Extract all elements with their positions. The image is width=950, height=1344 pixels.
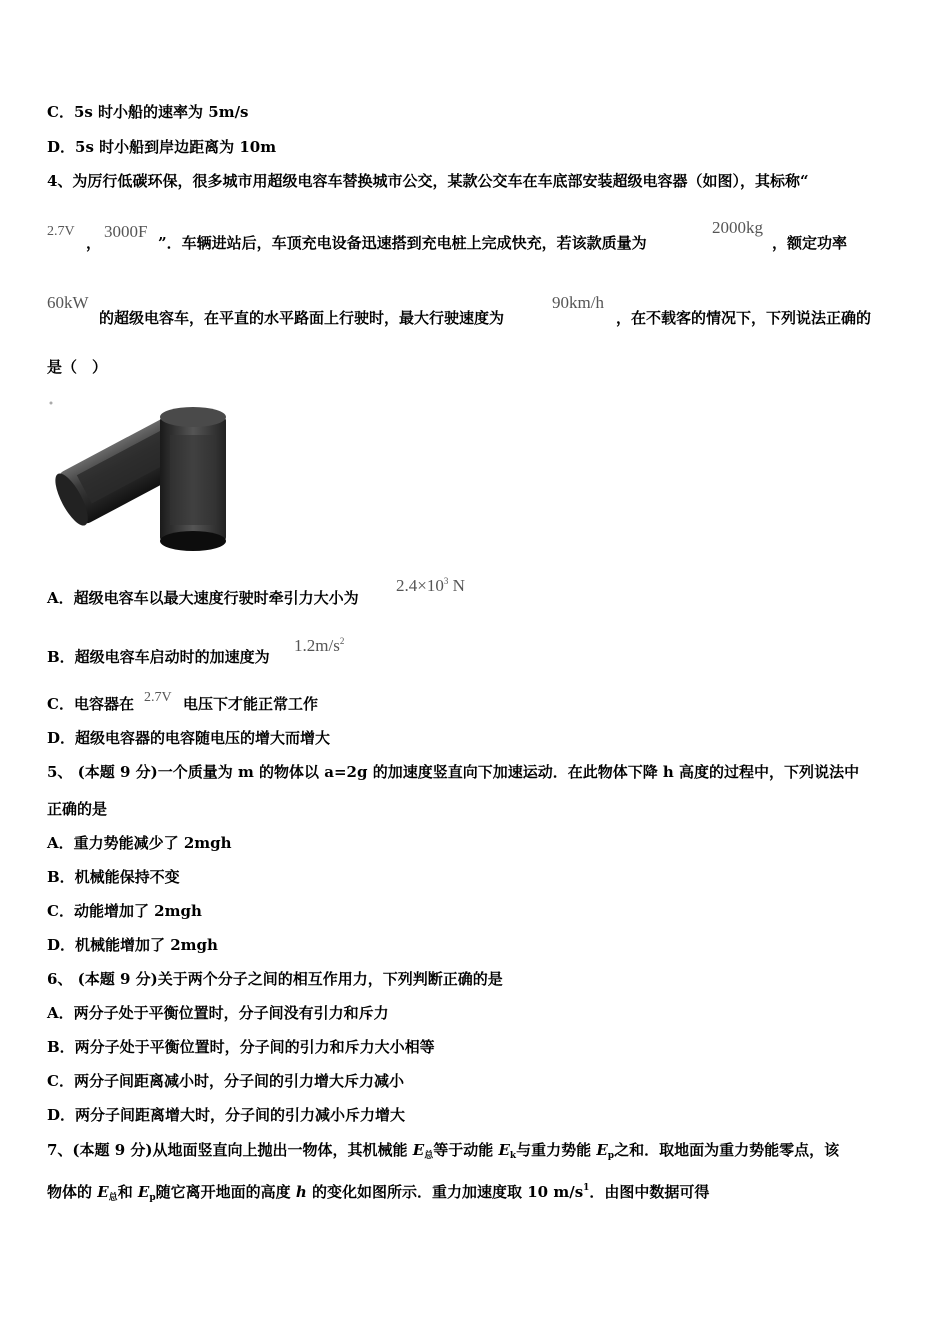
q5-stem-line2: 正确的是 [47, 800, 108, 818]
q5-stem-line1: 5、 (本题 9 分)一个质量为 m 的物体以 a=2g 的加速度竖直向下加速运动．在此物体下降 h 高度的过程中，下列说法中 [47, 763, 860, 781]
q6-option-c: C．两分子间距离减小时，分子间的引力增大斥力减小 [47, 1072, 404, 1090]
q4-option-c-tail: 电压下才能正常工作 [183, 695, 319, 713]
supercapacitor-image [48, 395, 233, 555]
q5-option-d: D．机械能增加了 2mgh [47, 936, 218, 954]
q4-option-c-value: 2.7V [144, 690, 172, 705]
q5-option-c: C．动能增加了 2mgh [47, 902, 202, 920]
q4-stem-end: 是（ ） [47, 358, 108, 376]
q4-stem-mid: ”．车辆进站后，车顶充电设备迅速搭到充电桩上完成快充，若该款质量为 [158, 234, 647, 252]
q4-power-value: 60kW [47, 293, 89, 312]
q4-rated-power-label: ，额定功率 [772, 234, 848, 252]
q7-stem-line1: 7、(本题 9 分)从地面竖直向上抛出一物体，其机械能 $E_总$等于动能 $E_k$与重力势能 $E_p$之和．取地面为重力势能零点，该 [47, 1141, 840, 1161]
q7-stem-line2: 物体的 $E_总$和 $E_p$随它离开地面的高度 h 的变化如图所示．重力加速度取 10 $m/s^1$．由图中数据可得 [47, 1183, 710, 1203]
q4-capacitance-value: 3000F [104, 222, 148, 241]
q4-option-a-value: $2.4\times 10^3$ N [396, 576, 465, 595]
q4-option-a: A．超级电容车以最大速度行驶时牵引力大小为 [47, 589, 359, 607]
q6-option-b: B．两分子处于平衡位置时，分子间的引力和斥力大小相等 [47, 1038, 435, 1056]
q6-option-d: D．两分子间距离增大时，分子间的引力减小斥力增大 [47, 1106, 406, 1124]
q5-option-b: B．机械能保持不变 [47, 868, 180, 886]
q4-mass-value: 2000kg [712, 218, 763, 237]
option-c-prev: C．5s 时小船的速率为 5m/s [47, 103, 249, 121]
q6-stem: 6、 (本题 9 分)关于两个分子之间的相互作用力，下列判断正确的是 [47, 970, 503, 988]
q4-option-b-value: $1.2m/s^2$ [294, 636, 345, 655]
q4-stem-tail: ，在不载客的情况下，下列说法正确的 [616, 309, 872, 327]
q4-voltage-value: 2.7V [47, 224, 75, 239]
q4-comma: ， [86, 234, 102, 252]
q4-option-b: B．超级电容车启动时的加速度为 [47, 648, 270, 666]
q4-speed-value: 90km/h [552, 293, 604, 312]
q4-option-d: D．超级电容器的电容随电压的增大而增大 [47, 729, 331, 747]
q4-option-c: C．电容器在 [47, 695, 134, 713]
q4-stem-line1: 4、为厉行低碳环保，很多城市用超级电容车替换城市公交，某款公交车在车底部安装超级电容器（如图），其标称“ [47, 172, 809, 190]
q5-option-a: A．重力势能减少了 2mgh [47, 834, 232, 852]
option-d-prev: D．5s 时小船到岸边距离为 10m [47, 138, 277, 156]
q6-option-a: A．两分子处于平衡位置时，分子间没有引力和斥力 [47, 1004, 389, 1022]
q4-stem-mid2: 的超级电容车，在平直的水平路面上行驶时，最大行驶速度为 [99, 309, 505, 327]
